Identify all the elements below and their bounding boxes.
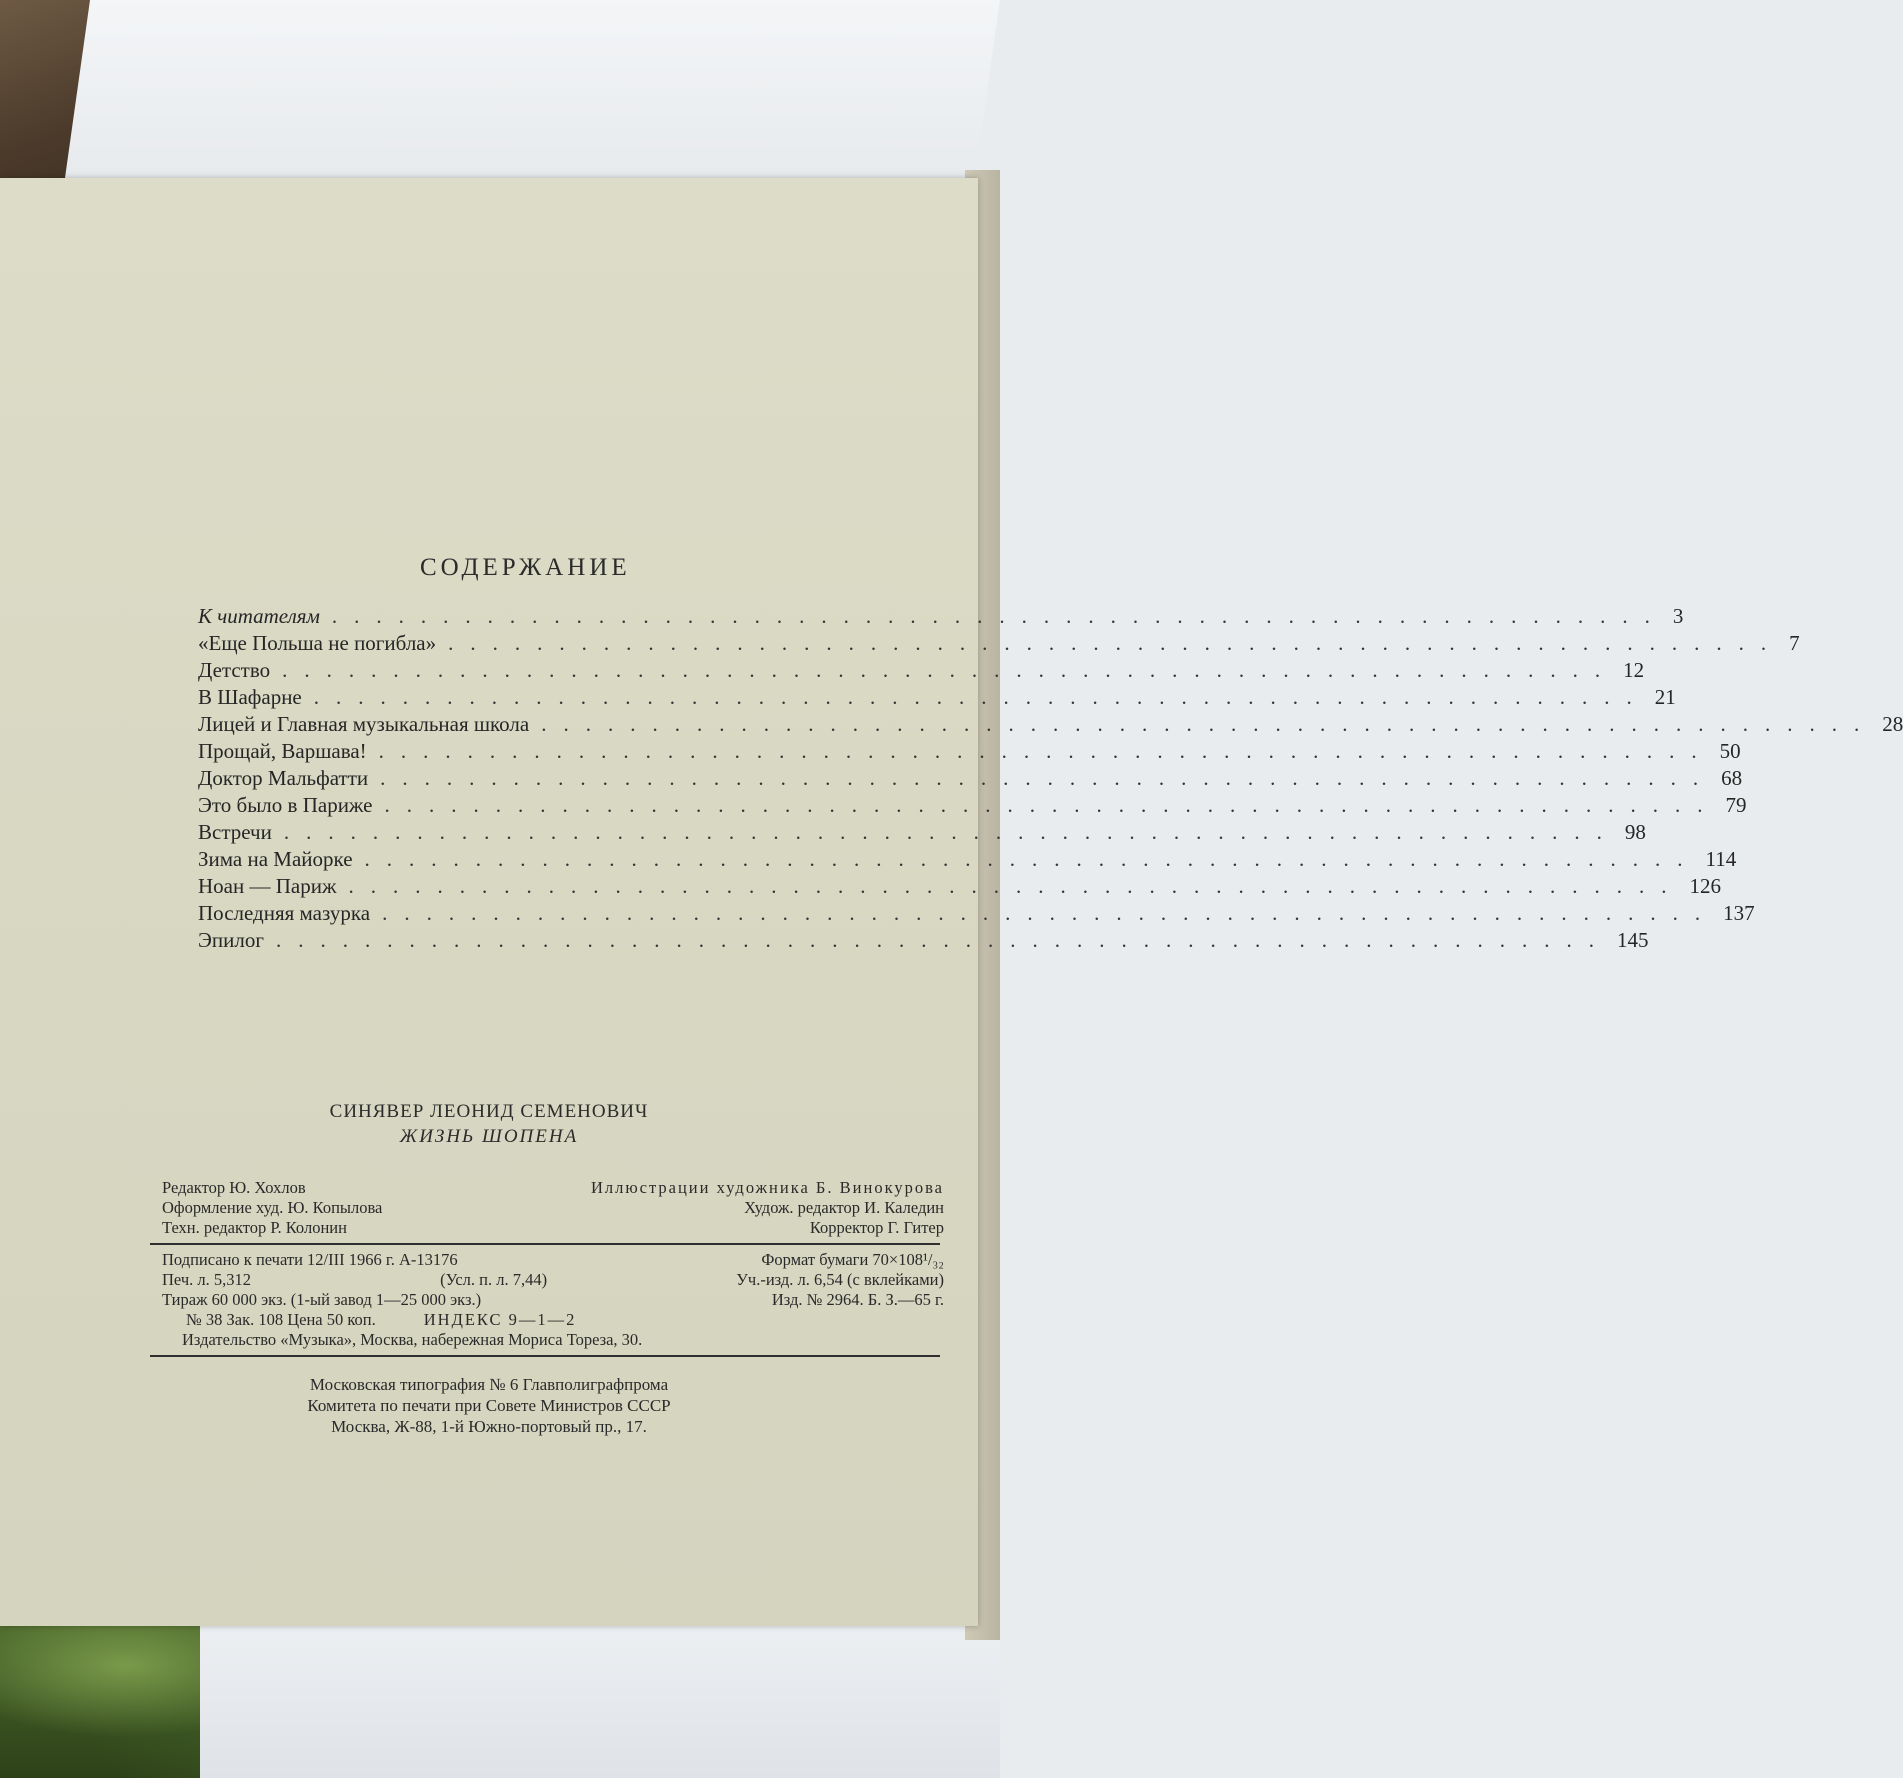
toc-leader-dots: ............................................................ (313, 685, 1649, 709)
toc-entry-title: Ноан — Париж (198, 874, 337, 898)
toc-leader-dots: ............................................................ (382, 901, 1718, 925)
detail-conv-sheets: (Усл. п. л. 7,44) (440, 1270, 548, 1289)
toc-entry-title: Прощай, Варшава! (198, 739, 367, 763)
toc-entry-title: В Шафарне (198, 685, 302, 709)
toc-entry (198, 793, 1747, 820)
detail-format: Формат бумаги 70×108¹/₃₂ (761, 1250, 944, 1269)
background-paper-sheet (62, 0, 1000, 200)
credit-tech-editor: Техн. редактор Р. Колонин (162, 1218, 347, 1237)
detail-print-run: Тираж 60 000 экз. (1-ый завод 1—25 000 экз.) (162, 1290, 482, 1309)
credit-illustrations: Иллюстрации художника Б. Винокурова (590, 1178, 944, 1197)
toc-entry-page: 79 (1725, 793, 1747, 817)
detail-order-price: № 38 Зак. 108 Цена 50 коп. (186, 1310, 376, 1329)
detail-sheets: Печ. л. 5,312 (162, 1270, 251, 1289)
toc-entry-page: 12 (1623, 658, 1645, 682)
toc-entry (198, 631, 1800, 658)
toc-leader-dots: ............................................................ (378, 739, 1714, 763)
printer-line-3: Москва, Ж-88, 1-й Южно-портовый пр., 17. (331, 1417, 647, 1436)
detail-index: ИНДЕКС 9—1—2 (423, 1310, 577, 1329)
toc-entry-title: Доктор Мальфатти (198, 766, 369, 790)
toc-entry (198, 712, 1903, 739)
toc-entry-page: 145 (1616, 928, 1649, 952)
toc-entry-title: Встречи (198, 820, 272, 844)
toc-entry-title: Лицей и Главная музыкальная школа (198, 712, 530, 736)
toc-entry-title: К читателям (198, 604, 320, 628)
printer-block (0, 1374, 978, 1437)
detail-publisher: Издательство «Музыка», Москва, набережная Мориса Тореза, 30. (182, 1330, 643, 1349)
toc-entry-page: 68 (1721, 766, 1743, 790)
toc-leader-dots: ............................................................ (541, 712, 1877, 736)
printer-line-2: Комитета по печати при Совете Министров СССР (307, 1396, 671, 1415)
printer-line-1: Московская типография № 6 Главполиграфпрома (309, 1375, 669, 1394)
toc-entry-page: 21 (1654, 685, 1676, 709)
divider-rule-top (150, 1243, 940, 1245)
toc-entry-title: Это было в Париже (198, 793, 373, 817)
toc-title: СОДЕРЖАНИЕ (420, 554, 631, 581)
toc-entry-title: Детство (198, 658, 271, 682)
credits-block (162, 1178, 944, 1238)
toc-entry (198, 820, 1646, 847)
toc-leader-dots: ............................................................ (380, 766, 1716, 790)
toc-entry (198, 658, 1645, 685)
divider-rule-bottom (150, 1355, 940, 1357)
toc-entry (198, 928, 1649, 955)
toc-leader-dots: ............................................................ (348, 874, 1684, 898)
toc-entry-title: «Еще Польша не погибла» (198, 631, 437, 655)
colophon-book-title: ЖИЗНЬ ШОПЕНА (399, 1126, 579, 1147)
toc-entry (198, 901, 1755, 928)
toc-leader-dots: ............................................................ (331, 604, 1667, 628)
toc-entry-title: Зима на Майорке (198, 847, 353, 871)
toc-entry-page: 114 (1705, 847, 1737, 871)
background-bottom-sheet (200, 1600, 1000, 1778)
toc-entry-page: 28 (1882, 712, 1903, 736)
detail-edition-number: Изд. № 2964. Б. З.—65 г. (771, 1290, 944, 1309)
toc-list (198, 604, 1903, 955)
toc-entry (198, 604, 1684, 631)
toc-leader-dots: ............................................................ (283, 820, 1619, 844)
toc-entry-title: Последняя мазурка (198, 901, 371, 925)
credit-proofreader: Корректор Г. Гитер (809, 1218, 944, 1237)
toc-leader-dots: ............................................................ (448, 631, 1784, 655)
toc-entry-page: 3 (1672, 604, 1684, 628)
toc-entry (198, 847, 1737, 874)
detail-signed: Подписано к печати 12/III 1966 г. А-13176 (162, 1250, 458, 1269)
credit-art-editor: Худож. редактор И. Каледин (744, 1198, 944, 1217)
toc-leader-dots: ............................................................ (275, 928, 1611, 952)
toc-entry (198, 739, 1741, 766)
toc-entry-page: 98 (1624, 820, 1646, 844)
toc-entry-page: 137 (1723, 901, 1755, 925)
toc-entry-title: Эпилог (198, 928, 264, 952)
colophon-author: СИНЯВЕР ЛЕОНИД СЕМЕНОВИЧ (329, 1101, 649, 1122)
toc-entry (198, 874, 1721, 901)
toc-leader-dots: ............................................................ (364, 847, 1700, 871)
toc-entry (198, 685, 1676, 712)
toc-leader-dots: ............................................................ (282, 658, 1618, 682)
publication-details (162, 1250, 944, 1350)
toc-entry-page: 126 (1689, 874, 1721, 898)
toc-entry-page: 50 (1719, 739, 1741, 763)
detail-pub-sheets: Уч.-изд. л. 6,54 (с вклейками) (736, 1270, 944, 1289)
toc-entry (198, 766, 1743, 793)
toc-leader-dots: ............................................................ (384, 793, 1720, 817)
credit-design: Оформление худ. Ю. Копылова (162, 1198, 383, 1217)
credit-editor: Редактор Ю. Хохлов (162, 1178, 306, 1197)
toc-entry-page: 7 (1789, 631, 1800, 655)
